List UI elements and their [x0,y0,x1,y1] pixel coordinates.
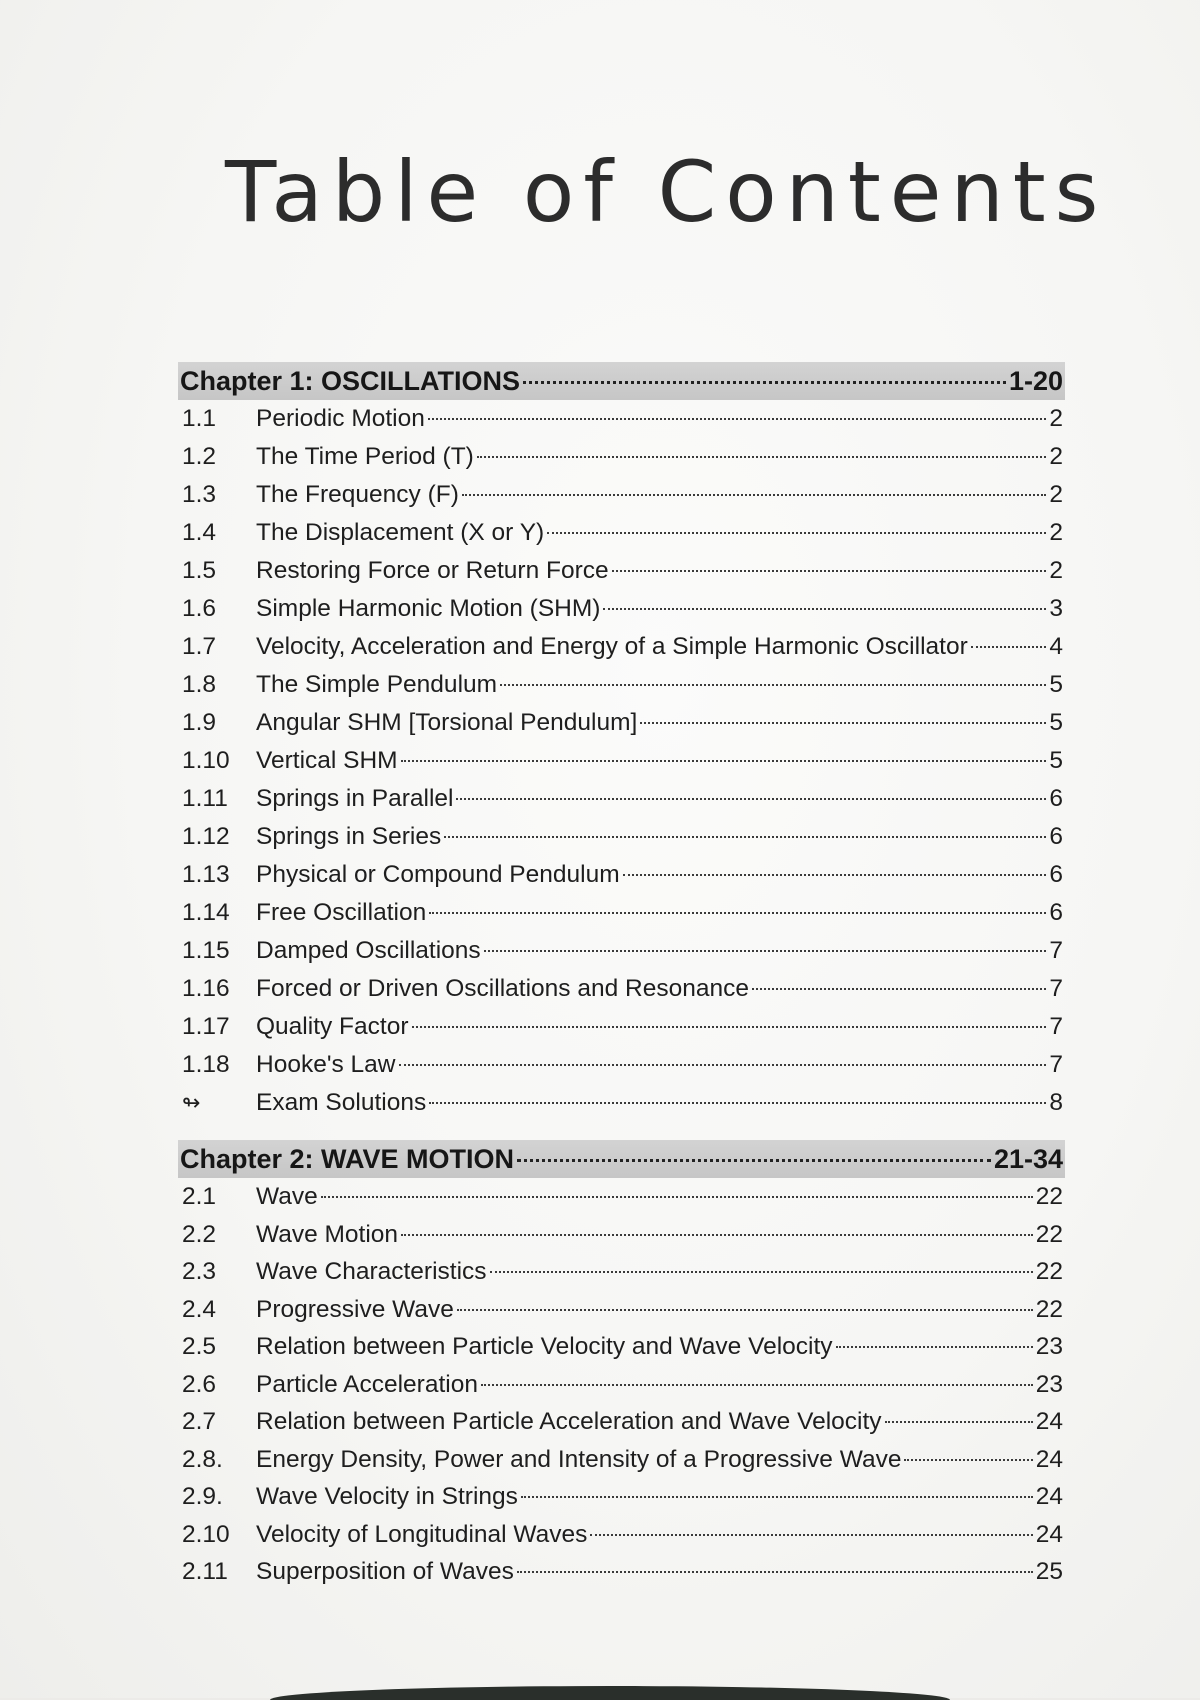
toc-entry[interactable] [178,1291,1065,1329]
entry-label: Damped Oscillations [256,937,481,964]
dot-leader [547,532,1046,534]
chapter-heading-2[interactable] [178,1140,1065,1178]
toc-entry[interactable] [178,932,1065,970]
toc-entry[interactable] [178,1403,1065,1441]
entry-number: 1.13 [182,861,230,888]
entry-label: The Time Period (T) [256,443,474,470]
entry-number: 1.17 [182,1013,230,1040]
toc-entry[interactable] [178,400,1065,438]
toc-entry[interactable] [178,1516,1065,1554]
chapter-1-entries [178,400,1065,1122]
entry-page: 23 [1035,1333,1063,1360]
toc-entry[interactable] [178,1253,1065,1291]
entry-page: 6 [1049,785,1063,812]
entry-label: Periodic Motion [256,405,425,432]
entry-label: Superposition of Waves [256,1558,514,1585]
dot-leader [412,1026,1047,1028]
entry-number: 2.8. [182,1445,223,1473]
entry-label: Wave Characteristics [256,1258,487,1285]
entry-page: 7 [1049,975,1063,1002]
entry-page: 24 [1035,1520,1063,1548]
entry-number: 1.10 [182,747,230,774]
entry-number: 2.4 [182,1295,217,1323]
entry-label: Springs in Parallel [256,785,454,812]
entry-page: 22 [1035,1258,1063,1285]
toc-entry[interactable] [178,628,1065,666]
entry-label: Restoring Force or Return Force [256,557,609,584]
toc-entry[interactable] [178,1084,1065,1122]
toc-entry[interactable] [178,818,1065,856]
entry-number: 1.11 [182,785,228,812]
toc-entry[interactable] [178,742,1065,780]
entry-number: 2.10 [182,1520,230,1548]
chapter-title: Chapter 1: OSCILLATIONS [180,366,521,396]
entry-label: Velocity, Acceleration and Energy of a Simple Harmonic Oscillator [256,633,968,660]
entry-page: 2 [1049,405,1063,432]
entry-page: 7 [1049,937,1063,964]
entry-number: 2.1 [182,1183,217,1210]
dot-leader [477,456,1047,458]
entry-label: Relation between Particle Velocity and Wave Velocity [256,1333,833,1360]
entry-label: Relation between Particle Acceleration and Wave Velocity [256,1408,882,1435]
dot-leader [612,570,1047,572]
entry-label: Wave Motion [256,1220,399,1248]
entry-page: 2 [1049,443,1063,470]
dot-leader [490,1271,1033,1273]
entry-label: Forced or Driven Oscillations and Resonance [256,975,749,1002]
dot-leader [523,381,1006,384]
entry-label: The Simple Pendulum [256,671,498,698]
entry-page: 22 [1035,1295,1063,1323]
entry-page: 7 [1049,1013,1063,1040]
entry-number: 2.6 [182,1370,217,1398]
entry-label: Free Oscillation [256,899,427,926]
entry-page: 2 [1049,481,1063,508]
entry-number: 1.15 [182,937,230,964]
chapter-page-range: 1-20 [1008,366,1063,396]
table-of-contents [178,358,1065,1591]
entry-number: 1.9 [182,709,217,736]
entry-number: 1.3 [182,481,217,508]
dot-leader [590,1534,1032,1536]
entry-label: Angular SHM [Torsional Pendulum] [256,709,638,736]
entry-number: 1.2 [182,443,217,470]
toc-entry[interactable] [178,1328,1065,1366]
toc-entry[interactable] [178,1008,1065,1046]
page-title: Table of Contents [225,143,1108,241]
chapter-page-range: 21-34 [993,1144,1063,1174]
entry-page: 2 [1049,557,1063,584]
dot-leader [456,798,1046,800]
dot-leader [429,1102,1046,1104]
dot-leader [500,684,1046,686]
entry-label: Springs in Series [256,823,442,850]
entry-number: 2.3 [182,1258,217,1285]
toc-entry[interactable] [178,856,1065,894]
entry-number: 1.8 [182,671,217,698]
dot-leader [521,1496,1033,1498]
entry-page: 24 [1035,1408,1063,1435]
dot-leader [401,1234,1033,1236]
dot-leader [971,646,1047,648]
entry-page: 5 [1049,709,1063,736]
dot-leader [401,760,1047,762]
toc-entry[interactable] [178,894,1065,932]
dot-leader [321,1196,1033,1198]
entry-number: 2.9. [182,1483,223,1510]
entry-label: Quality Factor [256,1013,409,1040]
entry-number: 1.18 [182,1051,230,1078]
entry-label: Velocity of Longitudinal Waves [256,1520,588,1548]
toc-entry[interactable] [178,476,1065,514]
entry-number: 2.7 [182,1408,217,1435]
entry-number: 1.14 [182,899,230,926]
chapter-heading-1[interactable] [178,362,1065,400]
toc-entry[interactable] [178,970,1065,1008]
entry-number: 2.11 [182,1558,228,1585]
toc-entry[interactable] [178,704,1065,742]
entry-label: Simple Harmonic Motion (SHM) [256,595,601,622]
entry-label: Physical or Compound Pendulum [256,861,620,888]
entry-number: 2.2 [182,1220,217,1248]
entry-label: Hooke's Law [256,1051,396,1078]
arrow-bullet-icon: ↬ [182,1090,201,1115]
toc-entry[interactable] [178,780,1065,818]
dot-leader [885,1421,1033,1423]
entry-page: 2 [1049,519,1063,546]
entry-page: 8 [1049,1089,1063,1116]
entry-number: 1.12 [182,823,230,850]
toc-entry[interactable] [178,1366,1065,1404]
toc-entry[interactable] [178,438,1065,476]
entry-number: 2.5 [182,1333,217,1360]
entry-label: Energy Density, Power and Intensity of a Progressive Wave [256,1445,902,1473]
toc-entry[interactable] [178,1178,1065,1216]
toc-entry[interactable] [178,590,1065,628]
dot-leader [484,950,1047,952]
entry-label: The Displacement (X or Y) [256,519,545,546]
toc-entry[interactable] [178,1553,1065,1591]
dot-leader [752,988,1046,990]
dot-leader [517,1571,1033,1573]
dot-leader [517,1159,991,1162]
chapter-title: Chapter 2: WAVE MOTION [180,1144,515,1174]
entry-label: Wave [256,1183,318,1210]
entry-label: Particle Acceleration [256,1370,478,1398]
toc-entry[interactable] [178,552,1065,590]
entry-page: 24 [1035,1445,1063,1473]
entry-label: The Frequency (F) [256,481,459,508]
entry-page: 6 [1049,899,1063,926]
toc-entry[interactable] [178,1216,1065,1254]
dot-leader [457,1309,1033,1311]
entry-number: 1.6 [182,595,217,622]
dot-leader [603,608,1046,610]
entry-number: 1.4 [182,519,217,546]
entry-page: 3 [1049,595,1063,622]
entry-label: Progressive Wave [256,1295,454,1323]
entry-page: 23 [1035,1370,1063,1398]
entry-page: 5 [1049,747,1063,774]
entry-page: 22 [1035,1183,1063,1210]
dot-leader [462,494,1046,496]
entry-page: 5 [1049,671,1063,698]
entry-page: 6 [1049,861,1063,888]
entry-page: 22 [1035,1220,1063,1248]
dot-leader [428,418,1047,420]
entry-page: 6 [1049,823,1063,850]
entry-page: 4 [1049,633,1063,660]
entry-page: 24 [1035,1483,1063,1510]
dot-leader [399,1064,1047,1066]
entry-number: 1.1 [182,405,217,432]
dot-leader [904,1459,1032,1461]
entry-page: 25 [1035,1558,1063,1585]
entry-label: Exam Solutions [256,1089,427,1116]
toc-entry[interactable] [178,1046,1065,1084]
toc-entry[interactable] [178,514,1065,552]
dot-leader [429,912,1046,914]
toc-entry[interactable] [178,1478,1065,1516]
entry-number: 1.7 [182,633,217,660]
dot-leader [444,836,1046,838]
entry-number: 1.5 [182,557,217,584]
toc-entry[interactable] [178,666,1065,704]
toc-entry[interactable] [178,1441,1065,1479]
entry-label: Wave Velocity in Strings [256,1483,518,1510]
dot-leader [640,722,1046,724]
dot-leader [623,874,1047,876]
entry-number: 1.16 [182,975,230,1002]
dot-leader [481,1384,1033,1386]
entry-page: 7 [1049,1051,1063,1078]
dot-leader [836,1346,1033,1348]
chapter-2-entries [178,1178,1065,1591]
entry-label: Vertical SHM [256,747,398,774]
